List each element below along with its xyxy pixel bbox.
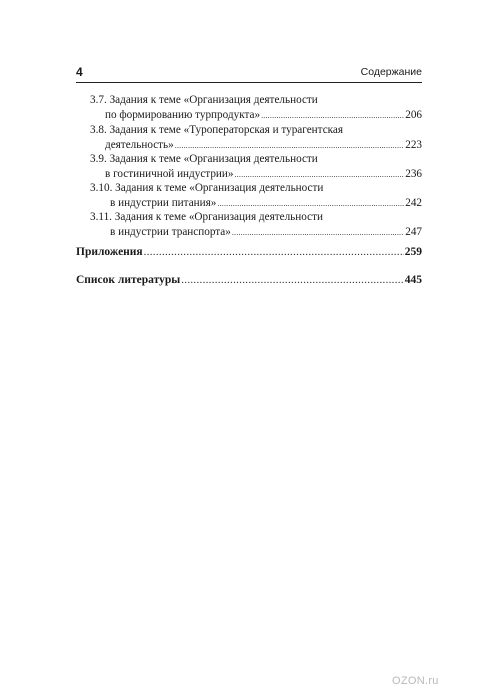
toc-entry-3-7[interactable] — [90, 93, 422, 123]
toc-section-references[interactable] — [76, 273, 422, 288]
page-number: 4 — [76, 65, 83, 79]
toc-section-title: Приложения — [76, 246, 143, 258]
toc-entry-title-cont: в индустрии транспорта» — [110, 226, 231, 238]
toc-page-number: 236 — [405, 168, 422, 180]
toc-entry-title-cont: по формированию турпродукта» — [105, 109, 261, 121]
dot-leader — [232, 225, 404, 240]
dot-leader — [175, 138, 404, 153]
dot-leader — [181, 273, 404, 288]
running-header — [76, 66, 422, 83]
toc-entry-3-10[interactable] — [90, 181, 422, 211]
toc-page-number: 259 — [404, 246, 422, 258]
toc-page-number: 242 — [405, 197, 422, 209]
toc-section-appendices[interactable] — [76, 245, 422, 260]
toc-page-number: 445 — [404, 274, 422, 286]
toc-entry-3-11[interactable] — [90, 210, 422, 240]
toc-entry-title: 3.11. Задания к теме «Организация деятельности — [90, 211, 323, 223]
toc-section-title: Список литературы — [76, 274, 181, 286]
toc-entry-title-cont: в гостиничной индустрии» — [105, 168, 234, 180]
running-title: Содержание — [360, 66, 422, 78]
dot-leader — [144, 245, 404, 260]
dot-leader — [261, 108, 404, 123]
dot-leader — [217, 196, 404, 211]
watermark: OZON.ru — [392, 675, 439, 687]
toc-entry-3-8[interactable] — [90, 123, 422, 153]
dot-leader — [234, 167, 404, 182]
toc-page-number: 206 — [405, 109, 422, 121]
toc-entry-title-cont: деятельность» — [105, 139, 174, 151]
toc-page-number: 247 — [405, 226, 422, 238]
toc-entry-title: 3.7. Задания к теме «Организация деятельности — [90, 94, 318, 106]
toc-entry-title-cont: в индустрии питания» — [110, 197, 217, 209]
toc-entry-title: 3.10. Задания к теме «Организация деятельности — [90, 182, 324, 194]
toc-entry-title: 3.8. Задания к теме «Туроператорская и турагентская — [90, 124, 344, 136]
toc-entry-title: 3.9. Задания к теме «Организация деятельности — [90, 153, 318, 165]
toc-entry-3-9[interactable] — [90, 152, 422, 182]
toc-page-number: 223 — [405, 139, 422, 151]
